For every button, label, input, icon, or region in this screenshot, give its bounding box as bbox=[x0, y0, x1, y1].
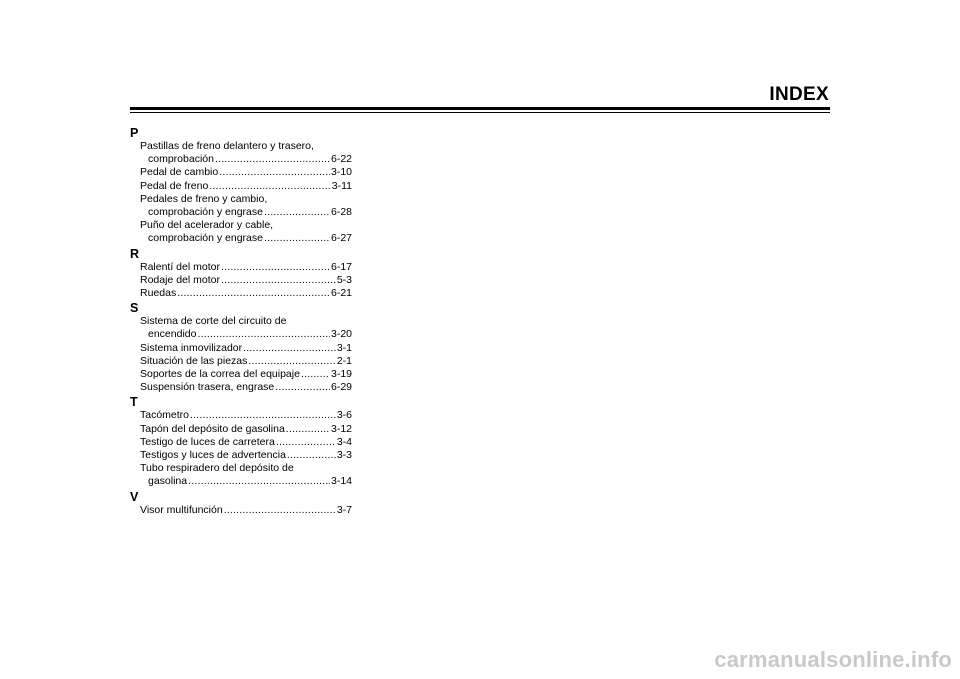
dot-leader bbox=[221, 274, 336, 287]
index-entry bbox=[130, 409, 352, 422]
entry-heading: Tubo respiradero del depósito de bbox=[140, 462, 294, 475]
index-section bbox=[130, 247, 352, 301]
index-entry bbox=[130, 504, 352, 517]
entry-text: Ruedas bbox=[140, 287, 177, 300]
entry-heading: Puño del acelerador y cable, bbox=[140, 219, 274, 232]
dot-leader bbox=[190, 409, 336, 422]
page-reference: 3-20 bbox=[330, 328, 352, 341]
dot-leader bbox=[264, 232, 330, 245]
index-entry bbox=[130, 355, 352, 368]
index-entry bbox=[130, 449, 352, 462]
dot-leader bbox=[224, 504, 336, 517]
header-rule-thin bbox=[130, 112, 830, 113]
page-reference: 6-21 bbox=[330, 287, 352, 300]
entry-heading: Pastillas de freno delantero y trasero, bbox=[140, 140, 314, 152]
index-entry bbox=[130, 166, 352, 179]
dot-leader bbox=[264, 206, 330, 219]
page-reference: 6-29 bbox=[330, 381, 352, 394]
dot-leader bbox=[188, 475, 330, 488]
dot-leader bbox=[301, 368, 330, 381]
dot-leader bbox=[221, 261, 330, 274]
page-reference: 6-28 bbox=[330, 206, 352, 219]
page-reference: 6-27 bbox=[330, 232, 352, 245]
entry-text: Soportes de la correa del equipaje bbox=[140, 368, 300, 381]
entry-text: Rodaje del motor bbox=[140, 273, 220, 286]
entry-text: Sistema inmovilizador bbox=[140, 341, 243, 354]
page-reference: 5-3 bbox=[336, 273, 352, 286]
header-rule-thick bbox=[130, 107, 830, 110]
dot-leader bbox=[197, 328, 330, 341]
page-reference: 6-17 bbox=[330, 260, 352, 273]
index-section bbox=[130, 126, 352, 246]
entry-text: gasolina bbox=[148, 475, 188, 488]
page-reference: 3-10 bbox=[330, 166, 352, 179]
page-reference: 3-14 bbox=[330, 475, 352, 488]
index-entry bbox=[130, 423, 352, 436]
index-entry bbox=[130, 219, 352, 245]
entry-text: Ralentí del motor bbox=[140, 260, 220, 273]
index-section bbox=[130, 301, 352, 394]
entry-text: comprobación bbox=[148, 153, 214, 166]
dot-leader bbox=[287, 449, 336, 462]
index-section bbox=[130, 395, 352, 488]
index-entry bbox=[130, 140, 352, 166]
page-reference: 3-19 bbox=[330, 368, 352, 381]
dot-leader bbox=[286, 423, 330, 436]
page-reference: 6-22 bbox=[330, 153, 352, 166]
entry-text: Testigo de luces de carretera bbox=[140, 435, 275, 448]
index-entry bbox=[130, 261, 352, 274]
page-reference: 3-12 bbox=[330, 422, 352, 435]
entry-heading: Pedales de freno y cambio, bbox=[140, 192, 268, 205]
entry-text: Tapón del depósito de gasolina bbox=[140, 422, 285, 435]
index-entry bbox=[130, 193, 352, 219]
watermark: carmanualsonline.info bbox=[714, 647, 952, 672]
dot-leader bbox=[219, 166, 330, 179]
page-reference: 2-1 bbox=[336, 354, 352, 367]
index-column bbox=[130, 125, 352, 517]
page-reference: 3-4 bbox=[336, 435, 352, 448]
dot-leader bbox=[215, 153, 330, 166]
page-reference: 3-6 bbox=[336, 409, 352, 422]
page-reference: 3-11 bbox=[331, 179, 352, 192]
page-reference: 3-7 bbox=[336, 503, 352, 516]
entry-heading: Sistema de corte del circuito de bbox=[140, 315, 287, 328]
dot-leader bbox=[276, 436, 336, 449]
entry-text: Visor multifunción bbox=[140, 503, 223, 516]
index-entry bbox=[130, 462, 352, 488]
dot-leader bbox=[275, 381, 330, 394]
index-entry bbox=[130, 436, 352, 449]
entry-text: comprobación y engrase bbox=[148, 206, 263, 219]
index-entry bbox=[130, 381, 352, 394]
dot-leader bbox=[209, 180, 330, 193]
index-entry bbox=[130, 180, 352, 193]
section-letter: R bbox=[130, 246, 140, 261]
section-letter: V bbox=[130, 489, 139, 504]
dot-leader bbox=[248, 355, 335, 368]
index-entry bbox=[130, 315, 352, 341]
index-entry bbox=[130, 274, 352, 287]
entry-text: Suspensión trasera, engrase bbox=[140, 381, 275, 394]
section-letter: P bbox=[130, 126, 139, 140]
index-entry bbox=[130, 287, 352, 300]
page-reference: 3-1 bbox=[336, 341, 352, 354]
entry-text: Pedal de freno bbox=[140, 179, 209, 192]
index-section bbox=[130, 490, 352, 517]
page-title: INDEX bbox=[769, 84, 829, 105]
entry-text: Situación de las piezas bbox=[140, 354, 248, 367]
entry-text: Pedal de cambio bbox=[140, 166, 219, 179]
entry-text: Tacómetro bbox=[140, 409, 190, 422]
index-entry bbox=[130, 368, 352, 381]
page-reference: 3-3 bbox=[336, 449, 352, 462]
dot-leader bbox=[243, 342, 336, 355]
dot-leader bbox=[177, 287, 330, 300]
entry-text: comprobación y engrase bbox=[148, 232, 263, 245]
section-letter: S bbox=[130, 301, 139, 316]
entry-text: encendido bbox=[148, 328, 197, 341]
section-letter: T bbox=[130, 395, 138, 410]
index-entry bbox=[130, 342, 352, 355]
entry-text: Testigos y luces de advertencia bbox=[140, 449, 286, 462]
